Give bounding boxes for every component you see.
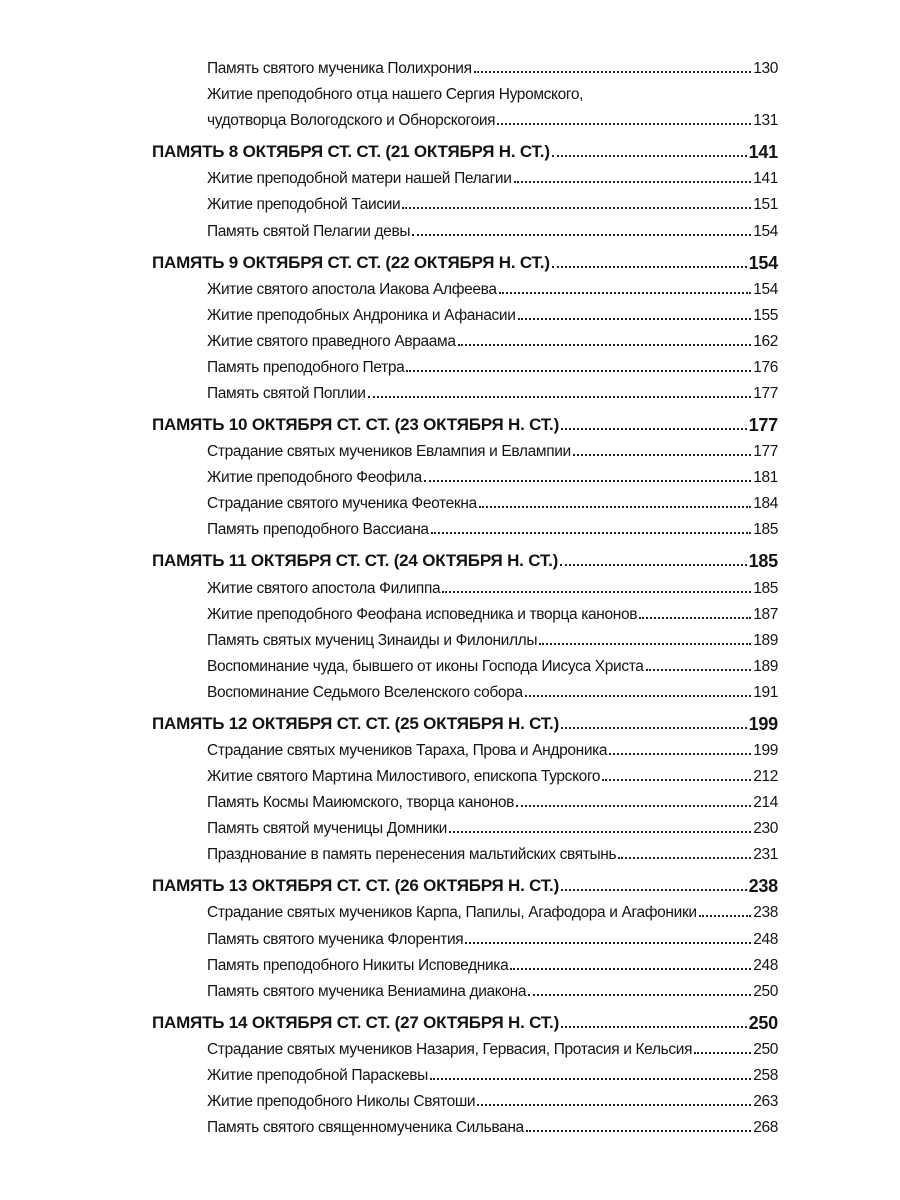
entry-page: 184 bbox=[753, 495, 778, 513]
heading-title: ПАМЯТЬ 10 ОКТЯБРЯ СТ. СТ. (23 ОКТЯБРЯ Н. СТ.) bbox=[152, 415, 560, 435]
toc-entry bbox=[152, 325, 778, 351]
entry-title: Житие преподобной Параскевы bbox=[207, 1066, 428, 1084]
dot-leader bbox=[368, 396, 752, 398]
heading-title: ПАМЯТЬ 11 ОКТЯБРЯ СТ. СТ. (24 ОКТЯБРЯ Н. СТ.) bbox=[152, 551, 559, 571]
dot-leader bbox=[406, 370, 751, 372]
section-heading bbox=[152, 539, 778, 571]
dot-leader bbox=[430, 1078, 751, 1080]
toc-entry bbox=[152, 461, 778, 487]
entry-page: 263 bbox=[753, 1093, 778, 1110]
entry-title: Страдание святого мученика Феотекна bbox=[207, 495, 477, 513]
dot-leader bbox=[402, 207, 751, 209]
dot-leader bbox=[477, 1104, 751, 1106]
dot-leader bbox=[602, 779, 751, 781]
dot-leader bbox=[431, 532, 752, 534]
section-heading bbox=[152, 403, 778, 435]
entry-title: Житие преподобного Феофана исповедника и творца канонов bbox=[207, 605, 638, 623]
dot-leader bbox=[552, 155, 747, 157]
toc-entry bbox=[152, 1085, 778, 1111]
dot-leader bbox=[561, 727, 747, 729]
entry-title: Память святого священномученика Сильвана bbox=[207, 1119, 524, 1137]
heading-page: 177 bbox=[748, 415, 778, 436]
entry-page: 250 bbox=[753, 982, 778, 1000]
entry-page: 191 bbox=[753, 683, 778, 701]
toc-entry bbox=[152, 299, 778, 325]
entry-page: 181 bbox=[753, 469, 778, 487]
entry-title: Страдание святых мучеников Евлампия и Евлампии bbox=[207, 443, 571, 461]
heading-title: ПАМЯТЬ 14 ОКТЯБРЯ СТ. СТ. (27 ОКТЯБРЯ Н. СТ.) bbox=[152, 1012, 560, 1032]
toc-entry bbox=[152, 162, 778, 188]
entry-title-line1: Житие преподобного отца нашего Сергия Нуромского, bbox=[207, 86, 584, 104]
heading-page: 199 bbox=[748, 713, 778, 734]
dot-leader bbox=[442, 591, 751, 593]
heading-page: 250 bbox=[748, 1012, 778, 1033]
entry-page: 162 bbox=[753, 332, 778, 350]
dot-leader bbox=[518, 318, 752, 320]
toc-entry bbox=[152, 949, 778, 975]
toc-entry bbox=[152, 273, 778, 299]
dot-leader bbox=[639, 617, 751, 619]
entry-title: Житие преподобной матери нашей Пелагии bbox=[207, 170, 512, 188]
entry-title: Память преподобного Никиты Исповедника bbox=[207, 956, 509, 974]
toc-entry bbox=[152, 624, 778, 650]
dot-leader bbox=[412, 234, 751, 236]
entry-page: 177 bbox=[753, 443, 778, 461]
dot-leader bbox=[516, 805, 751, 807]
toc-entry bbox=[152, 487, 778, 513]
entry-title: Память святого мученика Полихрония bbox=[207, 60, 472, 78]
dot-leader bbox=[479, 506, 751, 508]
toc-entry bbox=[152, 975, 778, 1001]
entry-page: 189 bbox=[753, 657, 778, 675]
dot-leader bbox=[573, 454, 751, 456]
entry-title: Память преподобного Петра bbox=[207, 358, 405, 376]
entry-page: 258 bbox=[753, 1066, 778, 1084]
entry-title: Житие преподобной Таисии bbox=[207, 196, 401, 214]
entry-page: 154 bbox=[753, 222, 778, 240]
dot-leader bbox=[474, 71, 752, 73]
entry-second-line bbox=[207, 104, 778, 130]
entry-page: 248 bbox=[753, 956, 778, 974]
dot-leader bbox=[525, 695, 751, 697]
entry-page: 176 bbox=[753, 358, 778, 376]
toc-entry bbox=[152, 513, 778, 539]
dot-leader bbox=[694, 1052, 751, 1054]
dot-leader bbox=[561, 889, 747, 891]
toc-entry bbox=[152, 598, 778, 624]
section-heading bbox=[152, 702, 778, 734]
toc-entry bbox=[152, 435, 778, 461]
entry-title: Празднование в память перенесения мальтийских святынь bbox=[207, 846, 617, 864]
entry-page: 230 bbox=[753, 820, 778, 838]
entry-page: 189 bbox=[753, 631, 778, 649]
section-heading bbox=[152, 1001, 778, 1033]
entry-page: 187 bbox=[753, 605, 778, 623]
entry-title: Память святой Пелагии девы bbox=[207, 222, 411, 240]
entry-title: Страдание святых мучеников Карпа, Папилы, Агафодора и Агафоники bbox=[207, 904, 697, 922]
toc-entry bbox=[152, 812, 778, 838]
entry-page: 250 bbox=[753, 1040, 778, 1058]
entry-title: Воспоминание чуда, бывшего от иконы Господа Иисуса Христа bbox=[207, 657, 644, 675]
entry-page: 141 bbox=[753, 170, 778, 188]
dot-leader bbox=[618, 857, 751, 859]
dot-leader bbox=[510, 968, 751, 970]
dot-leader bbox=[497, 123, 751, 125]
entry-title: Страдание святых мучеников Тараха, Прова и Андроника bbox=[207, 741, 608, 759]
entry-title: Житие преподобного Феофила bbox=[207, 469, 422, 487]
entry-title: Житие святого апостола Филиппа bbox=[207, 579, 441, 597]
toc-entry-multiline bbox=[152, 78, 778, 130]
entry-title: Память святого мученика Вениамина диакона bbox=[207, 982, 527, 1000]
section-heading bbox=[152, 130, 778, 162]
entry-page: 151 bbox=[753, 196, 778, 214]
dot-leader bbox=[526, 1130, 751, 1132]
entry-title: Воспоминание Седьмого Вселенского собора bbox=[207, 683, 523, 701]
toc-entry bbox=[152, 650, 778, 676]
toc-entry bbox=[152, 786, 778, 812]
entry-title: Житие святого праведного Авраама bbox=[207, 332, 456, 350]
heading-page: 185 bbox=[748, 551, 778, 572]
dot-leader bbox=[528, 994, 751, 996]
toc-entry bbox=[152, 896, 778, 922]
toc-entry bbox=[152, 351, 778, 377]
dot-leader bbox=[449, 831, 751, 833]
toc-entry bbox=[152, 52, 778, 78]
entry-page: 185 bbox=[753, 521, 778, 539]
entry-page: 177 bbox=[753, 385, 778, 403]
section-heading bbox=[152, 241, 778, 273]
heading-page: 154 bbox=[748, 252, 778, 273]
dot-leader bbox=[539, 643, 751, 645]
entry-page: 212 bbox=[753, 768, 778, 786]
entry-page: 238 bbox=[753, 904, 778, 922]
toc-entry bbox=[152, 760, 778, 786]
heading-title: ПАМЯТЬ 13 ОКТЯБРЯ СТ. СТ. (26 ОКТЯБРЯ Н. СТ.) bbox=[152, 876, 560, 896]
entry-page: 231 bbox=[753, 846, 778, 864]
dot-leader bbox=[560, 564, 746, 566]
entry-page: 154 bbox=[753, 280, 778, 298]
heading-page: 238 bbox=[748, 876, 778, 897]
entry-title: Житие преподобного Николы Святоши bbox=[207, 1093, 476, 1110]
entry-title-line2: чудотворца Вологодского и Обнорскогоия bbox=[207, 112, 496, 130]
dot-leader bbox=[514, 181, 752, 183]
dot-leader bbox=[699, 915, 751, 917]
heading-title: ПАМЯТЬ 8 ОКТЯБРЯ СТ. СТ. (21 ОКТЯБРЯ Н. СТ.) bbox=[152, 142, 550, 162]
entry-title: Память святых мучениц Зинаиды и Филониллы bbox=[207, 631, 538, 649]
entry-page: 268 bbox=[753, 1119, 778, 1137]
entry-page: 248 bbox=[753, 930, 778, 948]
entry-title: Память Космы Маиюмского, творца канонов bbox=[207, 794, 515, 812]
dot-leader bbox=[646, 669, 752, 671]
entry-title: Житие святого Мартина Милостивого, епископа Турского bbox=[207, 768, 601, 786]
heading-page: 141 bbox=[748, 142, 778, 163]
section-heading bbox=[152, 864, 778, 896]
toc-entry bbox=[152, 188, 778, 214]
entry-page: 214 bbox=[753, 794, 778, 812]
toc-entry bbox=[152, 676, 778, 702]
toc-entry bbox=[152, 571, 778, 597]
toc-entry bbox=[152, 214, 778, 240]
heading-title: ПАМЯТЬ 9 ОКТЯБРЯ СТ. СТ. (22 ОКТЯБРЯ Н. СТ.) bbox=[152, 252, 550, 272]
dot-leader bbox=[609, 753, 751, 755]
entry-page: 185 bbox=[753, 579, 778, 597]
entry-page: 130 bbox=[753, 60, 778, 78]
entry-title: Страдание святых мучеников Назария, Гервасия, Протасия и Кельсия bbox=[207, 1040, 693, 1058]
entry-page: 131 bbox=[753, 112, 778, 130]
dot-leader bbox=[465, 942, 751, 944]
entry-title: Житие преподобных Андроника и Афанасии bbox=[207, 306, 516, 324]
table-of-contents bbox=[152, 52, 778, 1137]
toc-sections bbox=[152, 130, 778, 1137]
dot-leader bbox=[552, 266, 747, 268]
dot-leader bbox=[561, 1026, 747, 1028]
toc-entry bbox=[152, 1059, 778, 1085]
dot-leader bbox=[458, 344, 752, 346]
entry-title: Память святой Поплии bbox=[207, 385, 366, 403]
entry-title: Память святой мученицы Домники bbox=[207, 820, 447, 838]
dot-leader bbox=[499, 292, 752, 294]
entry-page: 199 bbox=[753, 741, 778, 759]
dot-leader bbox=[561, 428, 747, 430]
toc-entry bbox=[152, 734, 778, 760]
entry-title: Память преподобного Вассиана bbox=[207, 521, 429, 539]
toc-entry bbox=[152, 1111, 778, 1137]
toc-entry bbox=[152, 1033, 778, 1059]
toc-entry bbox=[152, 838, 778, 864]
heading-title: ПАМЯТЬ 12 ОКТЯБРЯ СТ. СТ. (25 ОКТЯБРЯ Н. СТ.) bbox=[152, 713, 560, 733]
entry-title: Житие святого апостола Иакова Алфеева bbox=[207, 280, 497, 298]
dot-leader bbox=[424, 480, 751, 482]
toc-entry bbox=[152, 377, 778, 403]
toc-entry bbox=[152, 922, 778, 948]
entry-title: Память святого мученика Флорентия bbox=[207, 930, 464, 948]
entry-page: 155 bbox=[753, 306, 778, 324]
